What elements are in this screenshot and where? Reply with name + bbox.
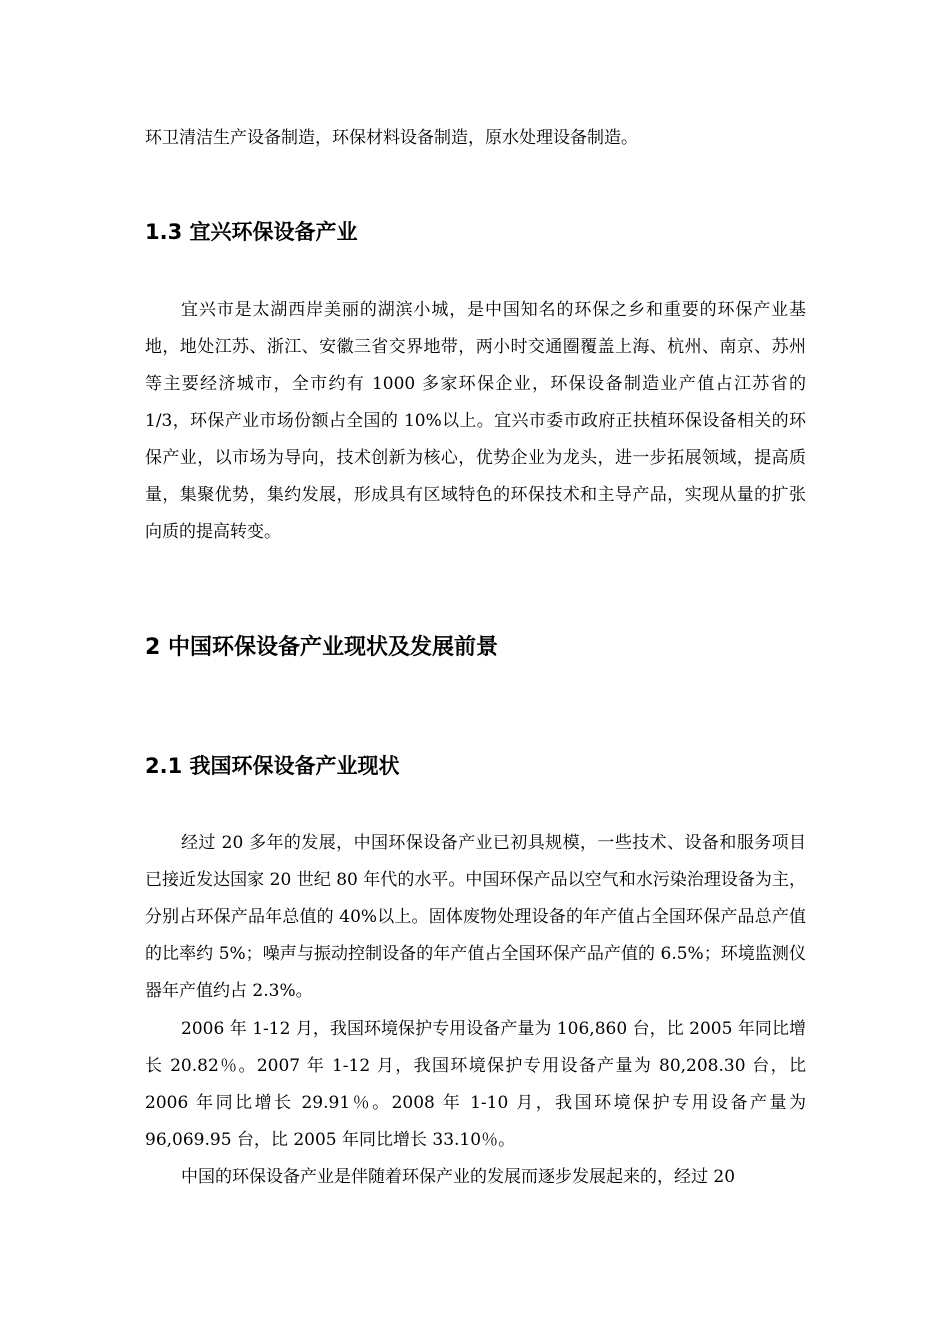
paragraph-industry-status: 经过 20 多年的发展，中国环保设备产业已初具规模，一些技术、设备和服务项目已接近发达国家 20 世纪 80 年代的水平。中国环保产品以空气和水污染治理设备为主，分别占环保产品年总值的 40%以上。固体废物处理设备的年产值占全国环保产品总产值的比率约 5%；噪声与振动控制设备的年产值占全国环保产品产值的 6.5%；环境监测仪器年产值约占 2.3%。 [145,833,806,1001]
section-heading-2-1: 2.1 我国环保设备产业现状 [145,754,400,778]
paragraph-development-intro: 中国的环保设备产业是伴随着环保产业的发展而逐步发展起来的，经过 20 [181,1167,736,1187]
continuation-line: 环卫清洁生产设备制造，环保材料设备制造，原水处理设备制造。 [145,128,638,148]
section-heading-1-3: 1.3 宜兴环保设备产业 [145,220,358,244]
paragraph-production-stats: 2006 年 1-12 月，我国环境保护专用设备产量为 106,860 台，比 2005 年同比增长 20.82％。2007 年 1-12 月，我国环境保护专用设备产量为 80,208.30 台，比 2006 年同比增长 29.91％。2008 年 1-10 月，我国环境保护专用设备产量为 96,069.95 台，比 2005 年同比增长 33.10％。 [145,1019,806,1150]
paragraph-yixing: 宜兴市是太湖西岸美丽的湖滨小城，是中国知名的环保之乡和重要的环保产业基地，地处江苏、浙江、安徽三省交界地带，两小时交通圈覆盖上海、杭州、南京、苏州等主要经济城市，全市约有 1000 多家环保企业，环保设备制造业产值占江苏省的 1/3，环保产业市场份额占全国的 10%以上。宜兴市委市政府正扶植环保设备相关的环保产业，以市场为导向，技术创新为核心，优势企业为龙头，进一步拓展领域，提高质量，集聚优势，集约发展，形成具有区域特色的环保技术和主导产品，实现从量的扩张向质的提高转变。 [145,300,806,542]
chapter-heading-2: 2 中国环保设备产业现状及发展前景 [145,635,498,660]
